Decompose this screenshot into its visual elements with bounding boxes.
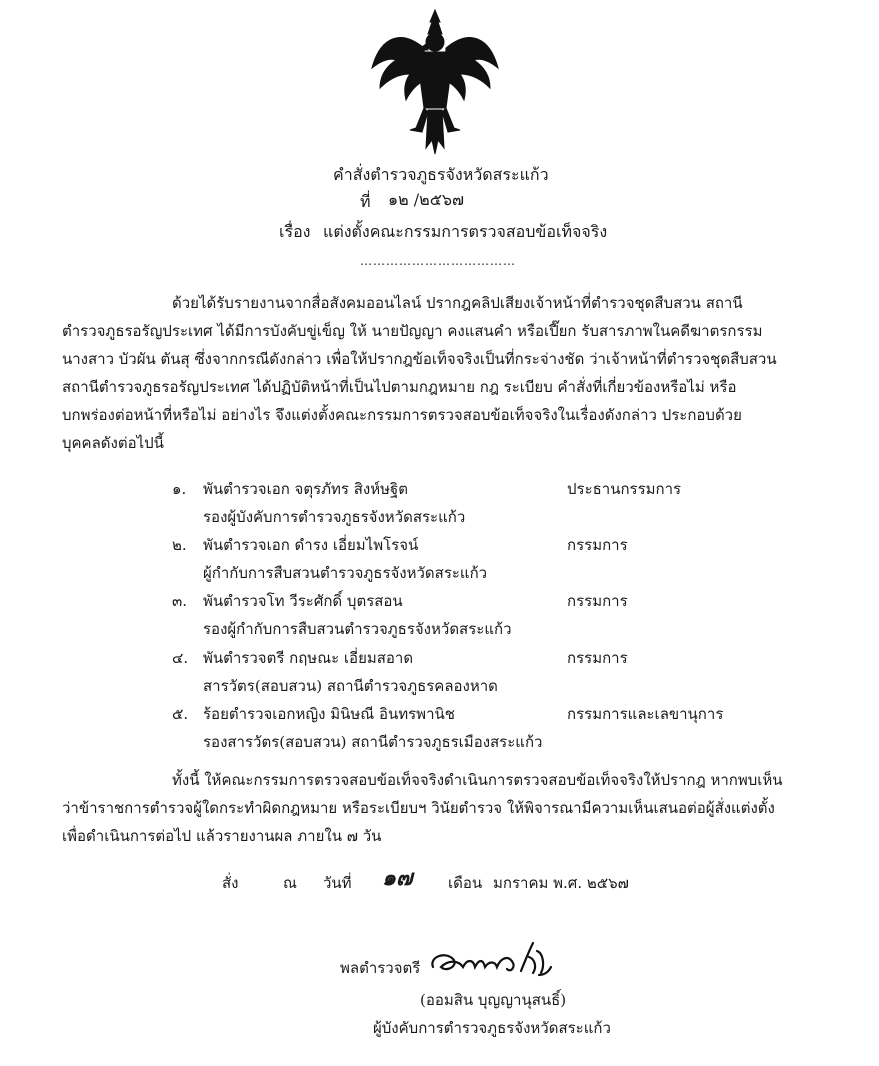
order-number: ๑๒ /๒๕๖๗ — [388, 190, 465, 209]
member-name: ร้อยตำรวจเอกหญิง มินิษณี อินทรพานิช — [203, 705, 455, 723]
member-name: พันตำรวจเอก จตุรภัทร สิงห์ษฐิต — [203, 480, 409, 498]
member-number: ๕. — [172, 705, 189, 723]
subject-label: เรื่อง — [279, 222, 311, 241]
ordered-label: สั่ง — [222, 874, 239, 892]
at-label: ณ — [283, 874, 297, 892]
member-number: ๓. — [172, 592, 188, 610]
garuda-emblem-icon — [370, 8, 500, 158]
issuer-title: คำสั่งตำรวจภูธรจังหวัดสระแก้ว — [333, 165, 549, 184]
member-role: กรรมการ — [567, 649, 628, 667]
handwritten-signature — [425, 937, 555, 987]
member-position: รองผู้บังคับการตำรวจภูธรจังหวัดสระแก้ว — [203, 508, 466, 526]
day-label: วันที่ — [323, 874, 352, 892]
member-name: พันตำรวจโท วีระศักดิ์ บุตรสอน — [203, 592, 403, 610]
day-value-handwritten: ๑๗ — [382, 865, 413, 891]
member-role: กรรมการ — [567, 592, 628, 610]
subject-text: แต่งตั้งคณะกรรมการตรวจสอบข้อเท็จจริง — [323, 222, 608, 241]
month-label: เดือน — [448, 874, 483, 892]
member-name: พันตำรวจตรี กฤษณะ เอี่ยมสอาด — [203, 649, 414, 667]
paragraph-line: เพื่อดำเนินการต่อไป แล้วรายงานผล ภายใน ๗ วัน — [62, 827, 382, 845]
member-number: ๒. — [172, 536, 187, 554]
member-role: กรรมการและเลขานุการ — [567, 705, 724, 723]
signatory-title: ผู้บังคับการตำรวจภูธรจังหวัดสระแก้ว — [373, 1019, 611, 1037]
order-number-prefix: ที่ — [360, 192, 371, 211]
member-position: สารวัตร(สอบสวน) สถานีตำรวจภูธรคลองหาด — [203, 677, 498, 695]
member-number: ๔. — [172, 649, 189, 667]
member-position: รองสารวัตร(สอบสวน) สถานีตำรวจภูธรเมืองสระแก้ว — [203, 733, 543, 751]
paragraph-line: นางสาว บัวผัน ตันสุ ซึ่งจากกรณีดังกล่าว เพื่อให้ปรากฎข้อเท็จจริงเป็นที่กระจ่างชัด ว่าเจ้าหน้าที่ตำรวจชุดสืบสวน — [62, 350, 777, 368]
member-name: พันตำรวจเอก ดำรง เอี่ยมไพโรจน์ — [203, 536, 419, 554]
member-number: ๑. — [172, 480, 187, 498]
month-year: มกราคม พ.ศ. ๒๕๖๗ — [493, 874, 629, 892]
paragraph-line: สถานีตำรวจภูธรอรัญประเทศ ได้ปฏิบัติหน้าที่เป็นไปตามกฎหมาย กฎ ระเบียบ คำสั่งที่เกี่ยวข้องหรือไม่ หรือ — [62, 378, 737, 396]
member-position: ผู้กำกับการสืบสวนตำรวจภูธรจังหวัดสระแก้ว — [203, 564, 488, 582]
paragraph-line: บกพร่องต่อหน้าที่หรือไม่ อย่างไร จึงแต่งตั้งคณะกรรมการตรวจสอบข้อเท็จจริงในเรื่องดังกล่าว ประกอบด้วย — [62, 406, 742, 424]
paragraph-line: บุคคลดังต่อไปนี้ — [62, 434, 164, 452]
signatory-name: (ออมสิน บุญญานุสนธิ์) — [420, 991, 567, 1009]
paragraph-line: ทั้งนี้ ให้คณะกรรมการตรวจสอบข้อเท็จจริงดำเนินการตรวจสอบข้อเท็จจริงให้ปรากฎ หากพบเห็น — [172, 771, 783, 789]
member-role: กรรมการ — [567, 536, 628, 554]
signatory-rank: พลตำรวจตรี — [340, 959, 421, 977]
member-position: รองผู้กำกับการสืบสวนตำรวจภูธรจังหวัดสระแก้ว — [203, 620, 512, 638]
paragraph-line: ตำรวจภูธรอรัญประเทศ ได้มีการบังคับขู่เข็ญ ให้ นายปัญญา คงแสนคำ หรือเปี๊ยก รับสารภาพในคดีฆาตรกรรม — [62, 322, 763, 340]
paragraph-line: ว่าข้าราชการตำรวจผู้ใดกระทำผิดกฎหมาย หรือระเบียบฯ วินัยตำรวจ ให้พิจารณามีความเห็นเสนอต่อผู้สั่งแต่งตั้ง — [62, 799, 775, 817]
paragraph-line: ด้วยได้รับรายงานจากสื่อสังคมออนไลน์ ปรากฎคลิปเสียงเจ้าหน้าที่ตำรวจชุดสืบสวน สถานี — [172, 294, 743, 312]
separator-line: ……………………………… — [360, 254, 516, 268]
member-role: ประธานกรรมการ — [567, 480, 682, 498]
